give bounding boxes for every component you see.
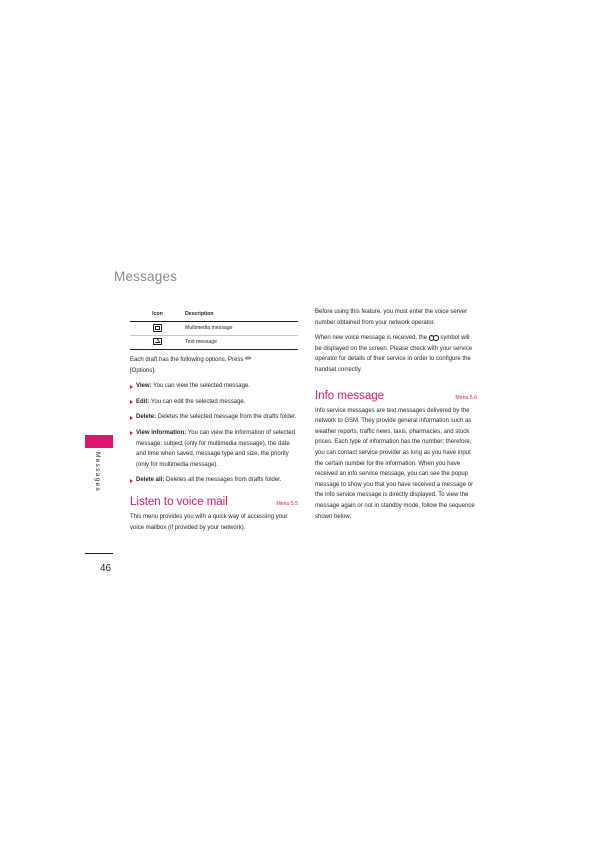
icon-column-header: Icon <box>130 308 185 322</box>
list-item: Edit: You can edit the selected message. <box>130 397 298 408</box>
voice-mail-heading <box>130 494 298 510</box>
table-cell-description: Text message <box>185 336 298 350</box>
section-side-tab <box>85 435 113 448</box>
drafts-intro-options: [Options]. <box>130 367 156 374</box>
table-row <box>130 336 298 350</box>
section-title: Listen to voice mail <box>130 495 228 508</box>
icon-table-header <box>130 308 298 322</box>
pen-icon: ✏ <box>245 354 252 363</box>
menu-reference: Menu 5.6 <box>455 394 477 401</box>
info-message-heading <box>315 388 477 404</box>
voice-message-paragraph: When new voice message is received, the symbol will be displayed on the screen. Please check with your service operator for details of their service in order to configure the handset correctly. <box>315 335 473 373</box>
voice-mail-body: This menu provides you with a quick way of accessing your voice mailbox (if provided by your network). <box>130 513 288 531</box>
list-item: View: You can view the selected message. <box>130 381 298 392</box>
voice-server-paragraph: Before using this feature, you must enter the voice server number obtained from your network operator. <box>315 309 468 326</box>
voicemail-icon <box>429 335 439 340</box>
table-row <box>130 322 298 336</box>
multimedia-message-icon <box>153 324 162 332</box>
list-item: Delete: Deletes the selected message from the drafts folder. <box>130 412 298 423</box>
page-header-title: Messages <box>114 269 178 284</box>
drafts-intro <box>130 355 298 376</box>
draft-options-list <box>130 381 298 486</box>
list-item: Delete all: Deletes all the messages from drafts folder. <box>130 475 298 486</box>
text-message-icon <box>153 338 162 345</box>
page-number: 46 <box>100 563 112 574</box>
drafts-intro-text: Each draft has the following options. Press <box>130 357 244 363</box>
table-cell-description: Multimedia message <box>185 322 298 336</box>
page-number-rule <box>85 553 113 554</box>
left-column <box>130 308 298 533</box>
right-column <box>315 307 477 522</box>
icon-table <box>130 308 298 350</box>
side-tab-label-wrapper <box>90 452 102 512</box>
description-column-header: Description <box>185 308 298 322</box>
side-tab-label: Messages <box>94 452 101 493</box>
menu-reference: Menu 5.5 <box>276 500 298 507</box>
info-message-body: Info service messages are text messages delivered by the network to GSM. They provide general information such as weather reports, traffic news, taxis, pharmacies, and stock prices. Each type of information has the number; therefore, you can contact service provider as long as you have input the certain number for the information. When you have received an info service message, you can see the popup message to show you that you have received a message or the info service message is directly displayed. To view the message again or not in standby mode, follow the sequence shown below; <box>315 407 475 520</box>
section-title: Info message <box>315 389 385 402</box>
list-item: View information: You can view the information of selected message: subject (only for multimedia message), the date and time when saved, message type and size, the priority (only for multimedia message). <box>130 428 298 470</box>
